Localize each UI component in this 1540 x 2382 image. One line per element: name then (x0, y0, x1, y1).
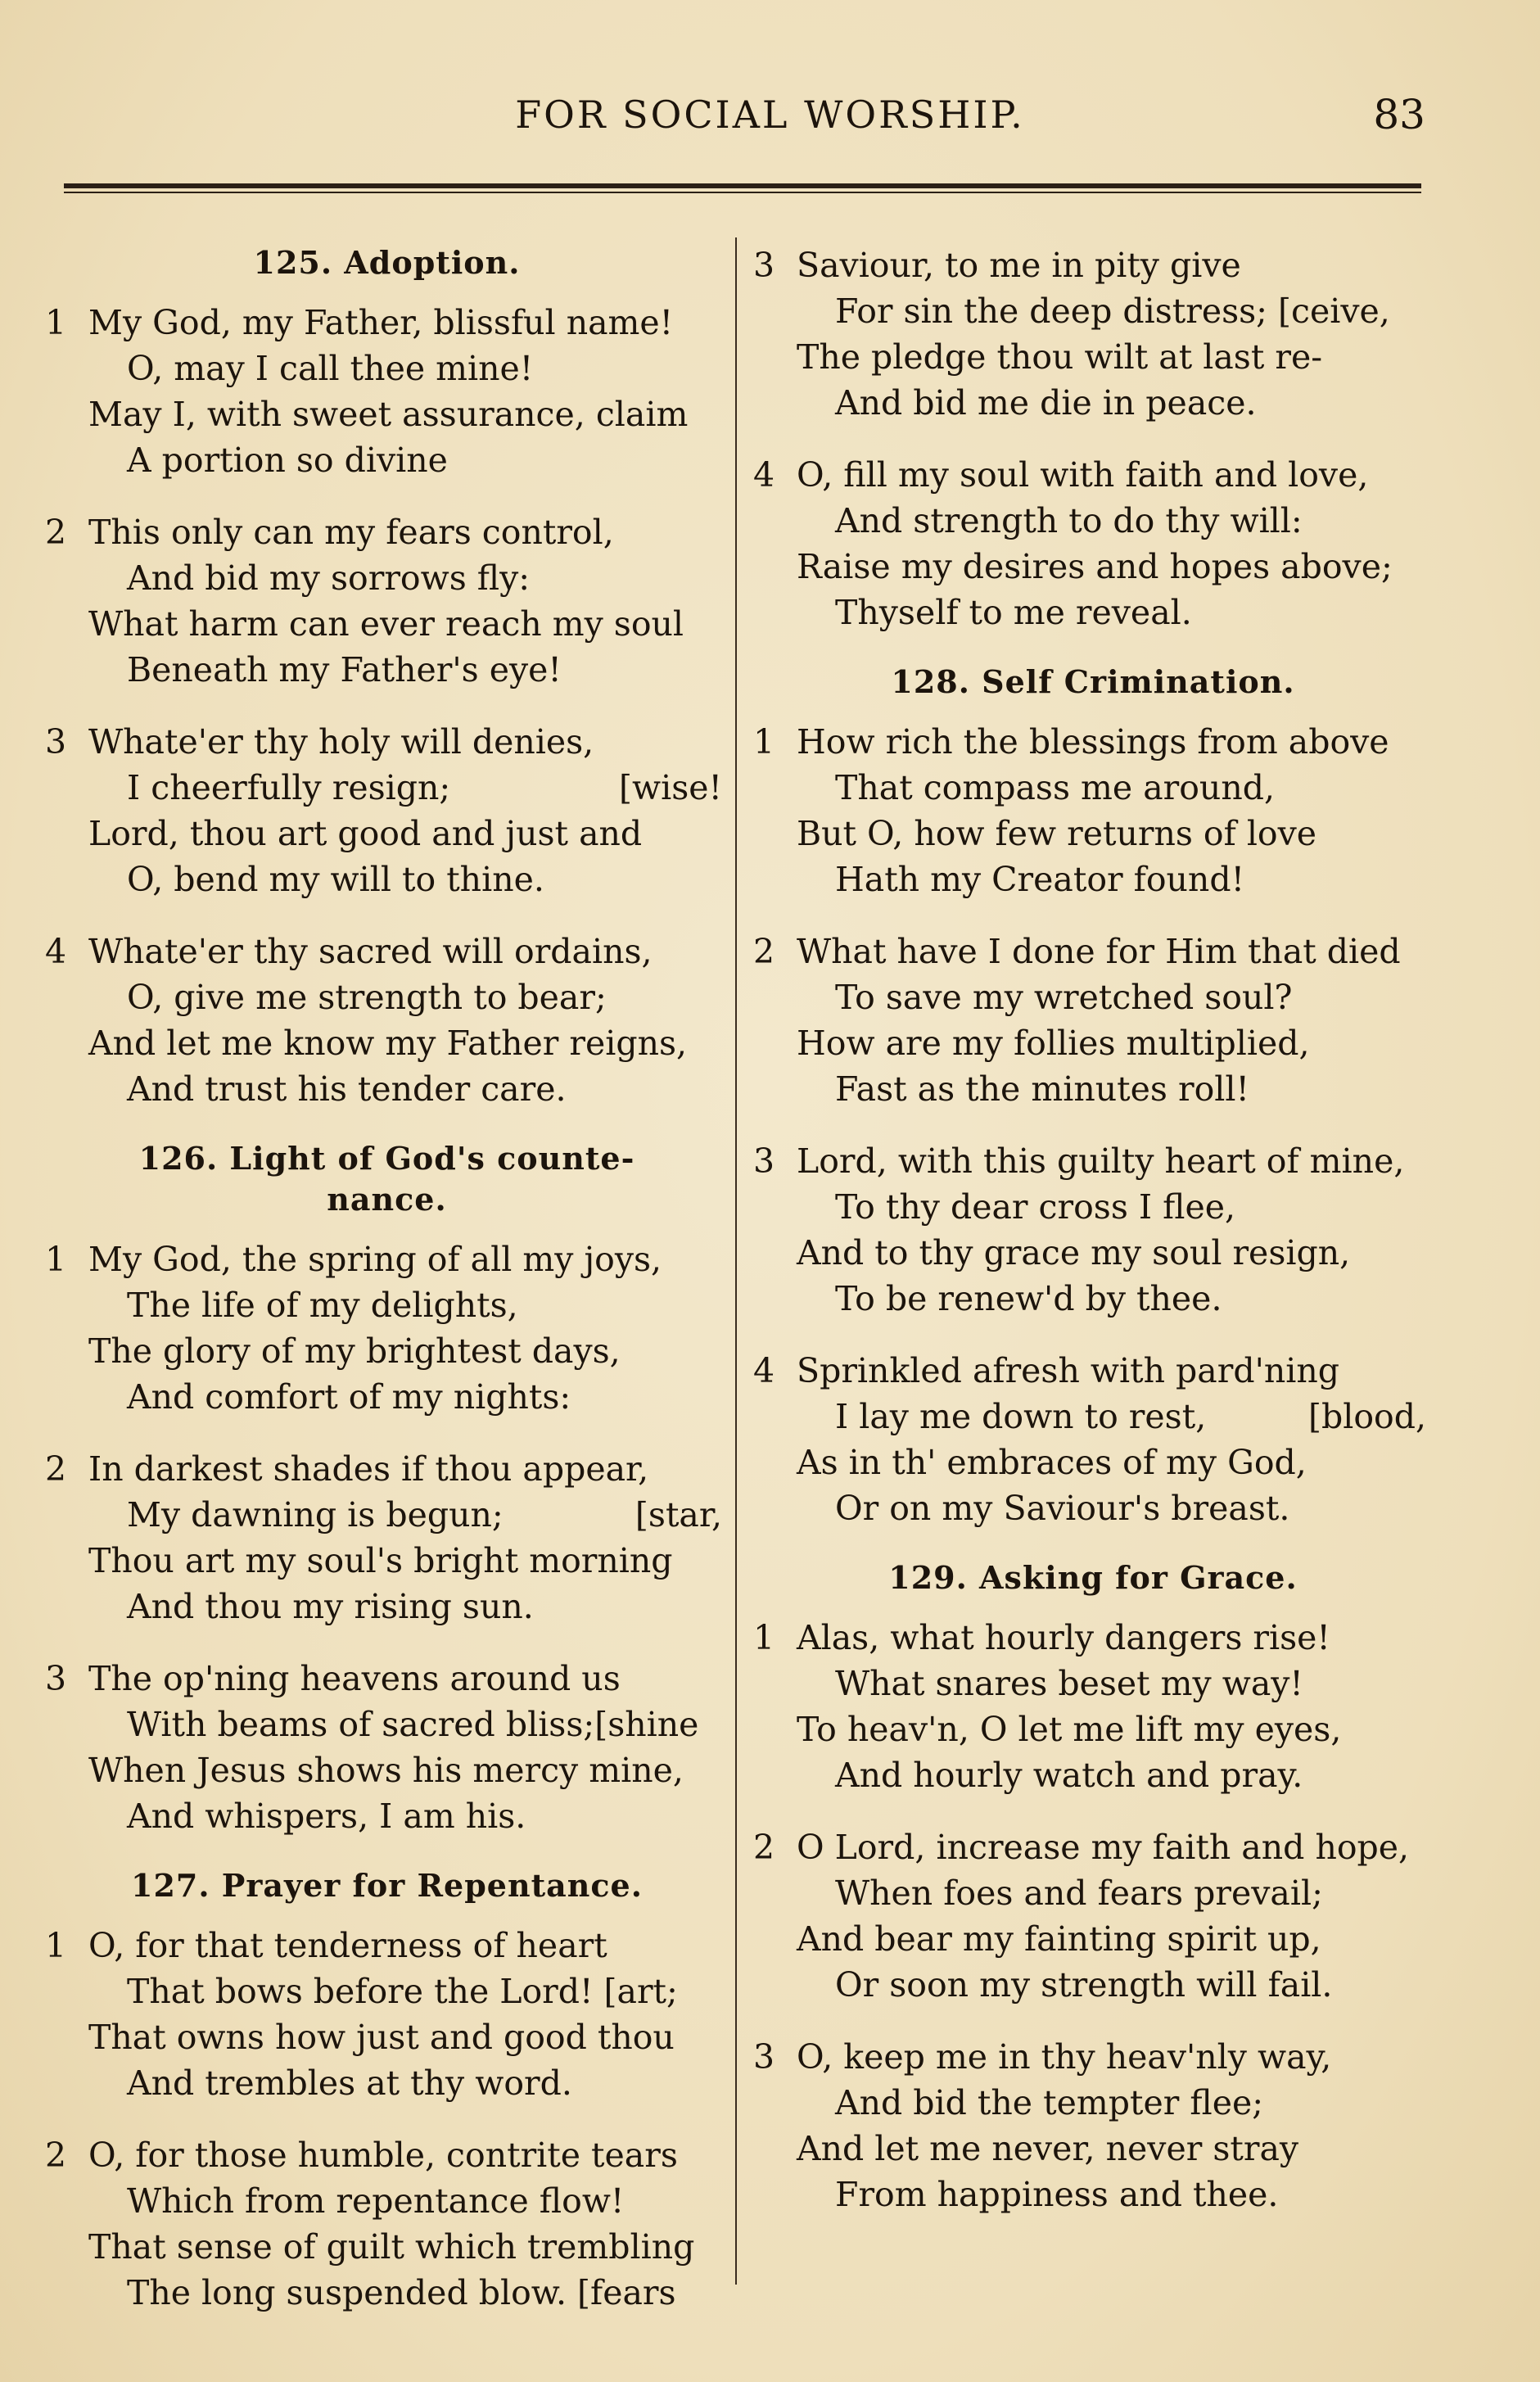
turnover-word: [wise! (619, 768, 722, 807)
hymn-129 (753, 1557, 1433, 2217)
verse-line: My dawning is begun; (127, 1495, 504, 1535)
verse-line: What have I done for Him that died (797, 932, 1401, 971)
verse-line: My God, the spring of all my joys, (88, 1240, 662, 1279)
stanza-number: 4 (753, 455, 775, 495)
stanza-number: 1 (753, 1618, 775, 1657)
verse-line: Thou art my soul's bright morning (88, 1541, 673, 1580)
verse-line: Or on my Saviour's breast. (835, 1489, 1290, 1528)
stanza-1 (45, 1923, 729, 2106)
stanza-number: 1 (45, 303, 67, 342)
verse-line: The glory of my brightest days, (88, 1331, 621, 1371)
left-column (45, 242, 729, 2342)
verse-line: This only can my fears control, (88, 513, 614, 552)
verse-line: Or soon my strength will fail. (835, 1965, 1333, 2005)
verse-line: And let me know my Father reigns, (88, 1024, 688, 1063)
turnover-word: [star, (635, 1495, 722, 1535)
stanza-number: 3 (45, 1659, 67, 1698)
verse-line: That compass me around, (835, 768, 1276, 807)
hymn-125 (45, 242, 729, 1112)
hymn-126 (45, 1138, 729, 1839)
header-rule-thick (64, 183, 1421, 188)
stanza-1 (45, 1236, 729, 1420)
stanza-number: 2 (753, 932, 775, 971)
verse-line: How rich the blessings from above (797, 722, 1389, 762)
verse-line: Saviour, to me in pity give (797, 246, 1241, 285)
verse-line: And whispers, I am his. (127, 1797, 526, 1836)
verse-line: And trust his tender care. (127, 1069, 567, 1109)
stanza-1 (45, 300, 729, 483)
stanza-4 (753, 1348, 1433, 1531)
verse-line: A portion so divine (127, 441, 448, 480)
verse-line: Which from repentance flow! (127, 2181, 625, 2221)
verse-line: O, bend my will to thine. (127, 860, 544, 899)
stanza-1 (753, 719, 1433, 902)
hymn-title-line: nance. (327, 1181, 447, 1218)
verse-line: And hourly watch and pray. (835, 1756, 1303, 1795)
verse-line: Fast as the minutes roll! (835, 1069, 1249, 1109)
verse-line: The long suspended blow. [fears (127, 2273, 676, 2312)
verse-line: Whate'er thy holy will denies, (88, 722, 594, 762)
verse-line: Raise my desires and hopes above; (797, 547, 1393, 586)
stanza-number: 3 (753, 1141, 775, 1181)
stanza-3 (753, 242, 1433, 426)
verse-line: What harm can ever reach my soul (88, 604, 684, 644)
stanza-3 (45, 1656, 729, 1839)
hymn-title: 127. Prayer for Repentance. (131, 1867, 643, 1904)
verse-line: O, keep me in thy heav'nly way, (797, 2037, 1332, 2077)
verse-line: To be renew'd by thee. (835, 1279, 1222, 1318)
stanza-2 (753, 1824, 1433, 2008)
verse-line: I cheerfully resign; (127, 768, 451, 807)
stanza-number: 1 (45, 1926, 67, 1965)
stanza-2 (753, 929, 1433, 1112)
right-column (753, 242, 1433, 2244)
verse-line: When foes and fears prevail; (835, 1874, 1323, 1913)
verse-line: Lord, thou art good and just and (88, 814, 643, 853)
verse-line: O, give me strength to bear; (127, 978, 607, 1017)
stanza-4 (45, 929, 729, 1112)
stanza-number: 3 (45, 722, 67, 762)
verse-line: And thou my rising sun. (127, 1587, 534, 1626)
verse-line: O, may I call thee mine! (127, 349, 534, 388)
column-divider (735, 237, 737, 2285)
verse-line: The op'ning heavens around us (88, 1659, 621, 1698)
stanza-number: 2 (45, 1449, 67, 1489)
stanza-2 (45, 509, 729, 693)
stanza-number: 1 (753, 722, 775, 762)
stanza-number: 1 (45, 1240, 67, 1279)
verse-line: O, for that tenderness of heart (88, 1926, 607, 1965)
verse-line: Beneath my Father's eye! (127, 650, 562, 689)
verse-line: That owns how just and good thou (88, 2018, 675, 2057)
verse-line: The life of my delights, (127, 1286, 518, 1325)
running-head: FOR SOCIAL WORSHIP. (515, 93, 1025, 137)
page-number: 83 (1373, 91, 1425, 138)
stanza-number: 4 (753, 1351, 775, 1390)
verse-line: But O, how few returns of love (797, 814, 1317, 853)
hymn-title-line: 126. Light of God's counte- (138, 1140, 635, 1177)
hymn-127 (45, 1865, 729, 2316)
hymn-title: 128. Self Crimination. (891, 663, 1295, 700)
verse-line: O, for those humble, contrite tears (88, 2136, 678, 2175)
page-header (0, 86, 1540, 143)
verse-line: And bid my sorrows fly: (127, 558, 531, 598)
stanza-number: 3 (753, 246, 775, 285)
verse-line: And strength to do thy will: (835, 501, 1303, 540)
verse-line: What snares beset my way! (835, 1664, 1303, 1703)
verse-line: And trembles at thy word. (127, 2063, 572, 2103)
stanza-4 (753, 452, 1433, 635)
hymn-title (45, 1138, 729, 1220)
verse-line: Sprinkled afresh with pard'ning (797, 1351, 1340, 1390)
verse-line: Lord, with this guilty heart of mine, (797, 1141, 1405, 1181)
verse-line: In darkest shades if thou appear, (88, 1449, 649, 1489)
verse-line: Alas, what hourly dangers rise! (797, 1618, 1330, 1657)
verse-line: And bid me die in peace. (835, 383, 1257, 423)
verse-line: And bear my fainting spirit up, (797, 1919, 1321, 1959)
stanza-number: 2 (753, 1828, 775, 1867)
turnover-word: [blood, (1307, 1397, 1426, 1436)
verse-line: And let me never, never stray (797, 2129, 1299, 2168)
stanza-3 (753, 2034, 1433, 2217)
verse-line: To save my wretched soul? (835, 978, 1293, 1017)
verse-line: May I, with sweet assurance, claim (88, 395, 689, 434)
verse-line: Thyself to me reveal. (835, 593, 1192, 632)
stanza-2 (45, 2132, 729, 2316)
stanza-1 (753, 1615, 1433, 1798)
verse-line: That bows before the Lord! [art; (127, 1972, 678, 2011)
stanza-number: 4 (45, 932, 67, 971)
verse-line: That sense of guilt which trembling (88, 2227, 695, 2267)
verse-line: For sin the deep distress; [ceive, (835, 292, 1390, 331)
hymn-title: 129. Asking for Grace. (888, 1559, 1298, 1596)
verse-line: From happiness and thee. (835, 2175, 1279, 2214)
verse-line: And to thy grace my soul resign, (797, 1233, 1351, 1272)
stanza-number: 2 (45, 513, 67, 552)
verse-line: With beams of sacred bliss;[shine (127, 1705, 699, 1744)
verse-line: As in th' embraces of my God, (797, 1443, 1307, 1482)
stanza-2 (45, 1446, 729, 1629)
verse-line: Whate'er thy sacred will ordains, (88, 932, 653, 971)
stanza-number: 3 (753, 2037, 775, 2077)
verse-line: And bid the tempter flee; (835, 2083, 1264, 2122)
stanza-3 (753, 1138, 1433, 1322)
verse-line: O, fill my soul with faith and love, (797, 455, 1369, 495)
stanza-number: 2 (45, 2136, 67, 2175)
verse-line: O Lord, increase my faith and hope, (797, 1828, 1410, 1867)
hymn-128 (753, 662, 1433, 1531)
verse-line: To thy dear cross I flee, (835, 1187, 1236, 1227)
verse-line: And comfort of my nights: (127, 1377, 571, 1417)
hymn-title: 125. Adoption. (253, 244, 521, 281)
verse-line: When Jesus shows his mercy mine, (88, 1751, 684, 1790)
hymn-127-continued (753, 242, 1433, 635)
verse-line: I lay me down to rest, (835, 1397, 1207, 1436)
header-rule-thin (64, 192, 1421, 193)
verse-line: The pledge thou wilt at last re- (797, 337, 1323, 377)
verse-line: Hath my Creator found! (835, 860, 1245, 899)
verse-line: To heav'n, O let me lift my eyes, (797, 1710, 1342, 1749)
verse-line: My God, my Father, blissful name! (88, 303, 674, 342)
verse-line: How are my follies multiplied, (797, 1024, 1310, 1063)
stanza-3 (45, 719, 729, 902)
